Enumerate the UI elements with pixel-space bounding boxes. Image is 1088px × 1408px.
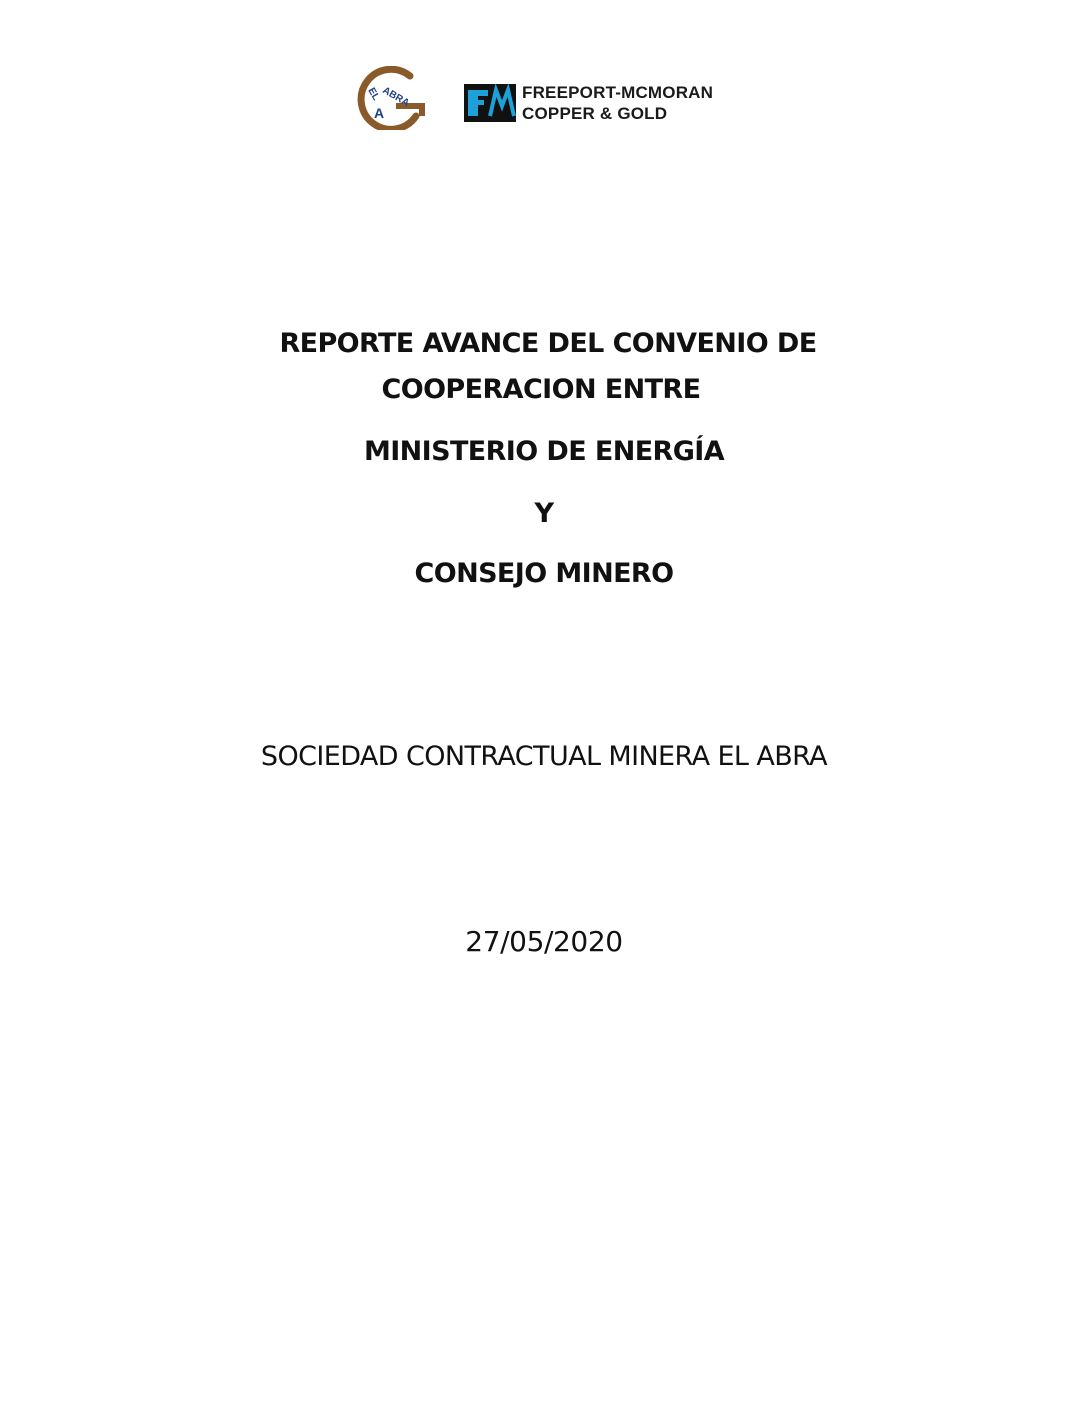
svg-text:ABRA: ABRA [380,85,412,110]
el-abra-logo [352,66,432,130]
company-name: SOCIEDAD CONTRACTUAL MINERA EL ABRA [260,741,828,772]
title-line-1: REPORTE AVANCE DEL CONVENIO DE [279,328,817,359]
title-line-2: COOPERACION ENTRE [381,374,701,405]
el-abra-logo-icon [352,66,432,130]
fcx-wordmark-line1: FREEPORT-MCMORAN [522,83,714,102]
svg-text:EL: EL [365,86,382,103]
freeport-mcmoran-logo [464,82,728,124]
title-line-4: Y [534,498,554,529]
fcx-wordmark [522,82,713,124]
fcx-mark-icon [464,84,516,122]
title-line-3: MINISTERIO DE ENERGÍA [363,436,725,467]
report-date: 27/05/2020 [465,925,623,958]
title-line-5: CONSEJO MINERO [414,558,674,589]
svg-text:A: A [374,105,385,121]
fcx-wordmark-line2: COPPER & GOLD [522,104,668,123]
